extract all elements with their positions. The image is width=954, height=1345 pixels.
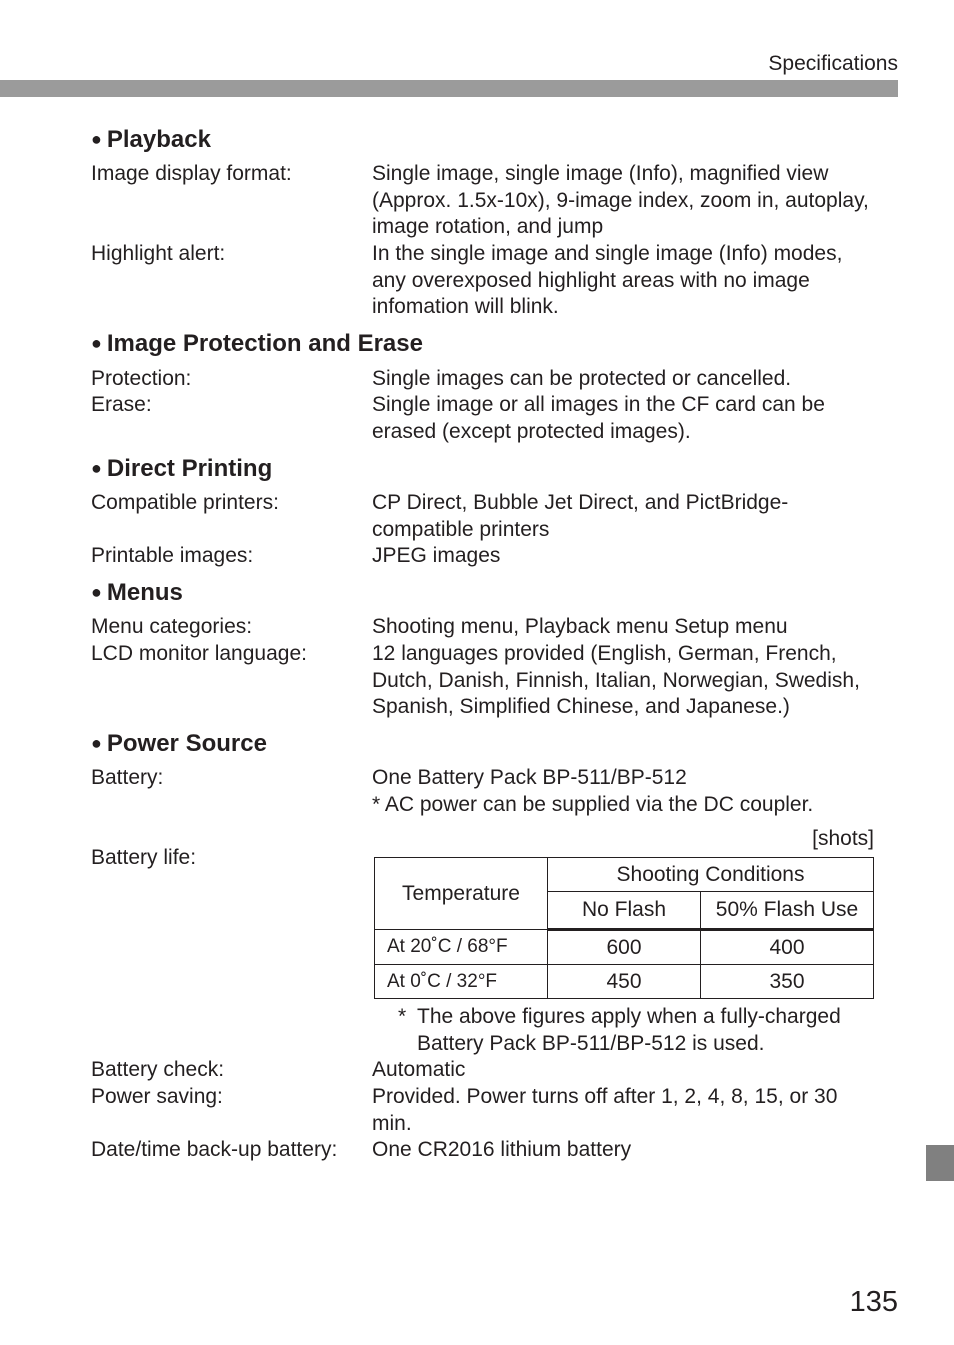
- spec-label: Image display format:: [91, 162, 292, 185]
- table-header-no-flash: No Flash: [548, 892, 701, 930]
- section-title-power-source: ● Power Source: [91, 730, 267, 757]
- chapter-tab: [926, 1145, 954, 1181]
- footnote-marker: *: [398, 1005, 407, 1028]
- spec-label: LCD monitor language:: [91, 642, 307, 665]
- spec-value: Single images can be protected or cancelled.: [372, 367, 792, 390]
- spec-value: Shooting menu, Playback menu Setup menu: [372, 615, 788, 638]
- table-cell-condition: At 0˚C / 32°F: [375, 965, 548, 999]
- bullet-icon: ●: [91, 582, 102, 602]
- footnote-text: The above figures apply when a fully-charged Battery Pack BP-511/BP-512 is used.: [417, 1005, 841, 1055]
- spec-value: Single image or all images in the CF card can be erased (except protected images).: [372, 393, 825, 443]
- spec-label: Protection:: [91, 367, 192, 390]
- bullet-icon: ●: [91, 129, 102, 149]
- table-header-temperature: Temperature: [375, 858, 548, 930]
- section-title-direct-printing: ● Direct Printing: [91, 455, 273, 482]
- table-header-flash-use: 50% Flash Use: [701, 892, 874, 930]
- running-header: Specifications: [768, 52, 898, 75]
- spec-label: Date/time back-up battery:: [91, 1138, 338, 1161]
- header-rule: [0, 80, 898, 97]
- table-row: [375, 930, 874, 965]
- table-cell-flash: 350: [701, 965, 874, 999]
- spec-label: Power saving:: [91, 1085, 223, 1108]
- table-header-shooting-conditions: Shooting Conditions: [548, 858, 874, 892]
- section-title-playback: ● Playback: [91, 126, 211, 153]
- spec-label: Erase:: [91, 393, 152, 416]
- section-title-protection: ● Image Protection and Erase: [91, 330, 423, 357]
- spec-value: One Battery Pack BP-511/BP-512 * AC power can be supplied via the DC coupler.: [372, 766, 814, 816]
- battery-life-table: [374, 857, 874, 999]
- spec-value: One CR2016 lithium battery: [372, 1138, 632, 1161]
- spec-label: Compatible printers:: [91, 491, 279, 514]
- spec-label: Printable images:: [91, 544, 254, 567]
- spec-value: Provided. Power turns off after 1, 2, 4, 8, 15, or 30 min.: [372, 1085, 838, 1135]
- spec-value: Automatic: [372, 1058, 466, 1081]
- spec-label: Menu categories:: [91, 615, 253, 638]
- table-cell-flash: 400: [701, 930, 874, 965]
- table-unit-label: [shots]: [812, 827, 874, 850]
- spec-value: In the single image and single image (Info) modes, any overexposed highlight areas with no image infomation will blink.: [372, 242, 843, 318]
- bullet-icon: ●: [91, 733, 102, 753]
- table-cell-no-flash: 450: [548, 965, 701, 999]
- section-title-menus: ● Menus: [91, 579, 183, 606]
- bullet-icon: ●: [91, 333, 102, 353]
- spec-value: 12 languages provided (English, German, French, Dutch, Danish, Finnish, Italian, Norwegian, Swedish, Spanish, Simplified Chinese, and Japanese.): [372, 642, 860, 718]
- spec-label: Battery check:: [91, 1058, 225, 1081]
- spec-label: Battery life:: [91, 846, 197, 869]
- page-number: 135: [849, 1286, 898, 1318]
- bullet-icon: ●: [91, 458, 102, 478]
- table-row: [375, 965, 874, 999]
- spec-value: CP Direct, Bubble Jet Direct, and PictBridge- compatible printers: [372, 491, 789, 541]
- spec-label: Highlight alert:: [91, 242, 226, 265]
- table-cell-no-flash: 600: [548, 930, 701, 965]
- spec-value: Single image, single image (Info), magnified view (Approx. 1.5x-10x), 9-image index, zoom in, autoplay, image rotation, and jump: [372, 162, 869, 238]
- table-cell-condition: At 20˚C / 68°F: [375, 930, 548, 965]
- spec-label: Battery:: [91, 766, 164, 789]
- spec-value: JPEG images: [372, 544, 501, 567]
